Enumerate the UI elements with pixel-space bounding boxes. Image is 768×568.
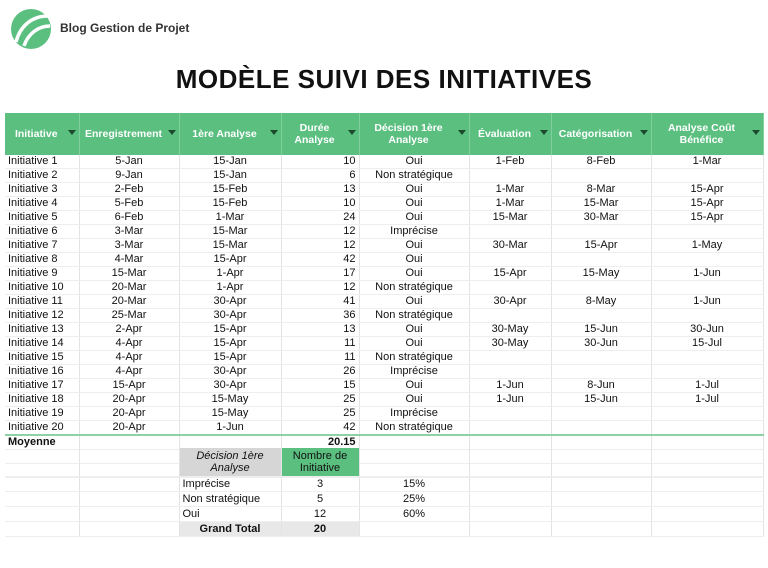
cell-enregistrement[interactable]: 15-Apr bbox=[79, 379, 179, 393]
cell-evaluation[interactable] bbox=[469, 253, 551, 267]
cell-evaluation[interactable] bbox=[469, 421, 551, 436]
cell-categorisation[interactable] bbox=[551, 421, 651, 436]
cell-enregistrement[interactable]: 2-Apr bbox=[79, 323, 179, 337]
cell-categorisation[interactable] bbox=[551, 309, 651, 323]
cell-enregistrement[interactable]: 20-Apr bbox=[79, 421, 179, 436]
summary-pct[interactable]: 15% bbox=[359, 477, 469, 492]
cell-initiative[interactable]: Initiative 12 bbox=[5, 309, 79, 323]
col-header-analyse-cout-benefice[interactable]: Analyse Coût Bénéfice bbox=[651, 113, 763, 155]
cell-enregistrement[interactable]: 4-Apr bbox=[79, 351, 179, 365]
cell-categorisation[interactable]: 8-Mar bbox=[551, 183, 651, 197]
cell-premiere-analyse[interactable]: 15-Feb bbox=[179, 197, 281, 211]
cell-duree[interactable]: 25 bbox=[281, 407, 359, 421]
cell-enregistrement[interactable]: 20-Mar bbox=[79, 295, 179, 309]
cell-initiative[interactable]: Initiative 14 bbox=[5, 337, 79, 351]
cell-decision[interactable]: Oui bbox=[359, 211, 469, 225]
grand-total-label[interactable]: Grand Total bbox=[179, 522, 281, 537]
summary-label[interactable]: Oui bbox=[179, 507, 281, 522]
summary-count[interactable]: 3 bbox=[281, 477, 359, 492]
cell-decision[interactable]: Non stratégique bbox=[359, 281, 469, 295]
col-header-premiere-analyse[interactable]: 1ère Analyse bbox=[179, 113, 281, 155]
cell-decision[interactable]: Oui bbox=[359, 323, 469, 337]
cell-enregistrement[interactable]: 9-Jan bbox=[79, 169, 179, 183]
cell-duree[interactable]: 10 bbox=[281, 155, 359, 169]
cell-initiative[interactable]: Initiative 4 bbox=[5, 197, 79, 211]
cell-evaluation[interactable]: 1-Jun bbox=[469, 393, 551, 407]
cell-duree[interactable]: 41 bbox=[281, 295, 359, 309]
filter-icon[interactable] bbox=[68, 130, 76, 135]
table-row bbox=[5, 309, 763, 323]
cell-duree[interactable]: 42 bbox=[281, 253, 359, 267]
cell-duree[interactable]: 42 bbox=[281, 421, 359, 436]
cell-premiere-analyse[interactable]: 15-Apr bbox=[179, 323, 281, 337]
cell-enregistrement[interactable]: 20-Mar bbox=[79, 281, 179, 295]
cell-initiative[interactable]: Initiative 1 bbox=[5, 155, 79, 169]
summary-header-decision[interactable]: Décision 1ère Analyse bbox=[179, 448, 281, 477]
cell-categorisation[interactable]: 8-Jun bbox=[551, 379, 651, 393]
average-label[interactable]: Moyenne bbox=[5, 435, 79, 450]
table-row bbox=[5, 155, 763, 169]
cell-duree[interactable]: 24 bbox=[281, 211, 359, 225]
cell-decision[interactable]: Oui bbox=[359, 393, 469, 407]
cell-premiere-analyse[interactable]: 15-Apr bbox=[179, 351, 281, 365]
summary-row bbox=[5, 477, 763, 492]
brand-logo-icon bbox=[10, 8, 52, 50]
cell-categorisation[interactable]: 15-Mar bbox=[551, 197, 651, 211]
cell-decision[interactable]: Oui bbox=[359, 267, 469, 281]
cell-analyse-cout[interactable] bbox=[651, 169, 763, 183]
cell-premiere-analyse[interactable]: 15-May bbox=[179, 393, 281, 407]
cell-initiative[interactable]: Initiative 11 bbox=[5, 295, 79, 309]
cell-categorisation[interactable]: 15-Jun bbox=[551, 323, 651, 337]
cell-initiative[interactable]: Initiative 18 bbox=[5, 393, 79, 407]
cell-premiere-analyse[interactable]: 15-Mar bbox=[179, 225, 281, 239]
cell-evaluation[interactable]: 30-May bbox=[469, 337, 551, 351]
cell-enregistrement[interactable]: 15-Mar bbox=[79, 267, 179, 281]
cell-premiere-analyse[interactable]: 15-May bbox=[179, 407, 281, 421]
page-title: MODÈLE SUIVI DES INITIATIVES bbox=[175, 64, 593, 94]
cell-categorisation[interactable] bbox=[551, 365, 651, 379]
table-row bbox=[5, 183, 763, 197]
cell-duree[interactable]: 13 bbox=[281, 323, 359, 337]
cell-categorisation[interactable] bbox=[551, 281, 651, 295]
average-value[interactable]: 20.15 bbox=[281, 435, 359, 450]
cell-analyse-cout[interactable] bbox=[651, 365, 763, 379]
cell-decision[interactable]: Oui bbox=[359, 337, 469, 351]
table-row bbox=[5, 407, 763, 421]
cell-decision[interactable]: Imprécise bbox=[359, 225, 469, 239]
table-row bbox=[5, 197, 763, 211]
cell-analyse-cout[interactable] bbox=[651, 351, 763, 365]
cell-premiere-analyse[interactable]: 15-Apr bbox=[179, 337, 281, 351]
cell-enregistrement[interactable]: 4-Apr bbox=[79, 365, 179, 379]
table-row bbox=[5, 169, 763, 183]
cell-premiere-analyse[interactable]: 1-Mar bbox=[179, 211, 281, 225]
cell-analyse-cout[interactable] bbox=[651, 309, 763, 323]
cell-initiative[interactable]: Initiative 19 bbox=[5, 407, 79, 421]
cell-evaluation[interactable]: 1-Jun bbox=[469, 379, 551, 393]
table-row bbox=[5, 421, 763, 436]
cell-enregistrement[interactable]: 20-Apr bbox=[79, 407, 179, 421]
cell-premiere-analyse[interactable]: 30-Apr bbox=[179, 309, 281, 323]
cell-analyse-cout[interactable]: 1-Jul bbox=[651, 379, 763, 393]
summary-pct[interactable]: 25% bbox=[359, 492, 469, 507]
cell-duree[interactable]: 10 bbox=[281, 197, 359, 211]
cell-initiative[interactable]: Initiative 3 bbox=[5, 183, 79, 197]
cell-evaluation[interactable] bbox=[469, 169, 551, 183]
cell-decision[interactable]: Oui bbox=[359, 239, 469, 253]
filter-icon[interactable] bbox=[348, 130, 356, 135]
cell-enregistrement[interactable]: 3-Mar bbox=[79, 239, 179, 253]
cell-analyse-cout[interactable] bbox=[651, 281, 763, 295]
cell-enregistrement[interactable]: 20-Apr bbox=[79, 393, 179, 407]
cell-initiative[interactable]: Initiative 8 bbox=[5, 253, 79, 267]
cell-categorisation[interactable]: 15-Apr bbox=[551, 239, 651, 253]
col-header-initiative[interactable]: Initiative bbox=[5, 113, 79, 155]
cell-decision[interactable]: Imprécise bbox=[359, 407, 469, 421]
cell-evaluation[interactable] bbox=[469, 365, 551, 379]
cell-premiere-analyse[interactable]: 30-Apr bbox=[179, 365, 281, 379]
cell-evaluation[interactable] bbox=[469, 407, 551, 421]
summary-table bbox=[5, 448, 764, 537]
summary-label[interactable]: Non stratégique bbox=[179, 492, 281, 507]
cell-analyse-cout[interactable] bbox=[651, 225, 763, 239]
cell-duree[interactable]: 12 bbox=[281, 281, 359, 295]
cell-decision[interactable]: Non stratégique bbox=[359, 309, 469, 323]
filter-icon[interactable] bbox=[752, 130, 760, 135]
cell-premiere-analyse[interactable]: 15-Jan bbox=[179, 169, 281, 183]
table-header-row bbox=[5, 113, 763, 155]
brand-name: Blog Gestion de Projet bbox=[60, 21, 190, 35]
cell-evaluation[interactable]: 1-Mar bbox=[469, 183, 551, 197]
cell-enregistrement[interactable]: 5-Feb bbox=[79, 197, 179, 211]
filter-icon[interactable] bbox=[168, 130, 176, 135]
cell-initiative[interactable]: Initiative 13 bbox=[5, 323, 79, 337]
cell-analyse-cout[interactable]: 15-Jul bbox=[651, 337, 763, 351]
cell-duree[interactable]: 15 bbox=[281, 379, 359, 393]
col-header-duree-analyse[interactable]: Durée Analyse bbox=[281, 113, 359, 155]
summary-row bbox=[5, 492, 763, 507]
cell-enregistrement[interactable]: 3-Mar bbox=[79, 225, 179, 239]
col-header-evaluation[interactable]: Évaluation bbox=[469, 113, 551, 155]
cell-analyse-cout[interactable]: 1-Mar bbox=[651, 155, 763, 169]
cell-analyse-cout[interactable]: 1-Jun bbox=[651, 295, 763, 309]
cell-initiative[interactable]: Initiative 10 bbox=[5, 281, 79, 295]
summary-header-count[interactable]: Nombre de Initiative bbox=[281, 448, 359, 477]
filter-icon[interactable] bbox=[458, 130, 466, 135]
cell-evaluation[interactable]: 1-Mar bbox=[469, 197, 551, 211]
table-row bbox=[5, 393, 763, 407]
summary-row bbox=[5, 507, 763, 522]
cell-evaluation[interactable]: 30-May bbox=[469, 323, 551, 337]
cell-duree[interactable]: 36 bbox=[281, 309, 359, 323]
col-header-categorisation[interactable]: Catégorisation bbox=[551, 113, 651, 155]
cell-analyse-cout[interactable]: 30-Jun bbox=[651, 323, 763, 337]
cell-analyse-cout[interactable]: 1-May bbox=[651, 239, 763, 253]
cell-analyse-cout[interactable]: 1-Jun bbox=[651, 267, 763, 281]
cell-duree[interactable]: 26 bbox=[281, 365, 359, 379]
summary-header-row bbox=[5, 448, 763, 477]
cell-duree[interactable]: 11 bbox=[281, 351, 359, 365]
cell-categorisation[interactable]: 15-May bbox=[551, 267, 651, 281]
grand-total-value[interactable]: 20 bbox=[281, 522, 359, 537]
cell-analyse-cout[interactable]: 15-Apr bbox=[651, 211, 763, 225]
cell-analyse-cout[interactable]: 1-Jul bbox=[651, 393, 763, 407]
cell-duree[interactable]: 12 bbox=[281, 239, 359, 253]
cell-initiative[interactable]: Initiative 5 bbox=[5, 211, 79, 225]
cell-premiere-analyse[interactable]: 15-Jan bbox=[179, 155, 281, 169]
cell-categorisation[interactable] bbox=[551, 351, 651, 365]
cell-evaluation[interactable] bbox=[469, 225, 551, 239]
table-row bbox=[5, 239, 763, 253]
cell-enregistrement[interactable]: 6-Feb bbox=[79, 211, 179, 225]
cell-duree[interactable]: 13 bbox=[281, 183, 359, 197]
cell-premiere-analyse[interactable]: 15-Mar bbox=[179, 239, 281, 253]
cell-premiere-analyse[interactable]: 1-Jun bbox=[179, 421, 281, 436]
cell-evaluation[interactable]: 15-Mar bbox=[469, 211, 551, 225]
cell-premiere-analyse[interactable]: 1-Apr bbox=[179, 267, 281, 281]
summary-count[interactable]: 5 bbox=[281, 492, 359, 507]
cell-categorisation[interactable] bbox=[551, 169, 651, 183]
cell-enregistrement[interactable]: 2-Feb bbox=[79, 183, 179, 197]
cell-categorisation[interactable]: 15-Jun bbox=[551, 393, 651, 407]
table-row bbox=[5, 267, 763, 281]
cell-decision[interactable]: Oui bbox=[359, 295, 469, 309]
cell-decision[interactable]: Oui bbox=[359, 253, 469, 267]
cell-initiative[interactable]: Initiative 9 bbox=[5, 267, 79, 281]
cell-evaluation[interactable] bbox=[469, 309, 551, 323]
cell-initiative[interactable]: Initiative 20 bbox=[5, 421, 79, 436]
cell-decision[interactable]: Imprécise bbox=[359, 365, 469, 379]
summary-area bbox=[5, 448, 764, 537]
cell-categorisation[interactable]: 8-May bbox=[551, 295, 651, 309]
table-row bbox=[5, 351, 763, 365]
cell-decision[interactable]: Oui bbox=[359, 379, 469, 393]
summary-pct[interactable]: 60% bbox=[359, 507, 469, 522]
cell-evaluation[interactable]: 15-Apr bbox=[469, 267, 551, 281]
cell-categorisation[interactable]: 8-Feb bbox=[551, 155, 651, 169]
cell-duree[interactable]: 17 bbox=[281, 267, 359, 281]
filter-icon[interactable] bbox=[270, 130, 278, 135]
cell-enregistrement[interactable]: 25-Mar bbox=[79, 309, 179, 323]
cell-premiere-analyse[interactable]: 30-Apr bbox=[179, 379, 281, 393]
cell-evaluation[interactable]: 30-Mar bbox=[469, 239, 551, 253]
col-header-enregistrement[interactable]: Enregistrement bbox=[79, 113, 179, 155]
table-row bbox=[5, 323, 763, 337]
cell-enregistrement[interactable]: 5-Jan bbox=[79, 155, 179, 169]
cell-duree[interactable]: 11 bbox=[281, 337, 359, 351]
cell-evaluation[interactable] bbox=[469, 281, 551, 295]
cell-categorisation[interactable]: 30-Jun bbox=[551, 337, 651, 351]
cell-decision[interactable]: Oui bbox=[359, 183, 469, 197]
filter-icon[interactable] bbox=[540, 130, 548, 135]
cell-analyse-cout[interactable] bbox=[651, 421, 763, 436]
cell-initiative[interactable]: Initiative 17 bbox=[5, 379, 79, 393]
filter-icon[interactable] bbox=[640, 130, 648, 135]
cell-evaluation[interactable]: 1-Feb bbox=[469, 155, 551, 169]
cell-premiere-analyse[interactable]: 15-Feb bbox=[179, 183, 281, 197]
table-row bbox=[5, 225, 763, 239]
cell-decision[interactable]: Non stratégique bbox=[359, 351, 469, 365]
cell-categorisation[interactable] bbox=[551, 225, 651, 239]
summary-count[interactable]: 12 bbox=[281, 507, 359, 522]
cell-initiative[interactable]: Initiative 7 bbox=[5, 239, 79, 253]
cell-premiere-analyse[interactable]: 15-Apr bbox=[179, 253, 281, 267]
cell-enregistrement[interactable]: 4-Mar bbox=[79, 253, 179, 267]
cell-decision[interactable]: Non stratégique bbox=[359, 169, 469, 183]
cell-duree[interactable]: 12 bbox=[281, 225, 359, 239]
cell-decision[interactable]: Non stratégique bbox=[359, 421, 469, 436]
cell-premiere-analyse[interactable]: 1-Apr bbox=[179, 281, 281, 295]
table-row bbox=[5, 281, 763, 295]
cell-initiative[interactable]: Initiative 15 bbox=[5, 351, 79, 365]
cell-categorisation[interactable]: 30-Mar bbox=[551, 211, 651, 225]
cell-initiative[interactable]: Initiative 2 bbox=[5, 169, 79, 183]
cell-premiere-analyse[interactable]: 30-Apr bbox=[179, 295, 281, 309]
cell-evaluation[interactable]: 30-Apr bbox=[469, 295, 551, 309]
table-row bbox=[5, 253, 763, 267]
cell-evaluation[interactable] bbox=[469, 351, 551, 365]
table-row bbox=[5, 295, 763, 309]
table-row bbox=[5, 379, 763, 393]
cell-analyse-cout[interactable]: 15-Apr bbox=[651, 183, 763, 197]
cell-initiative[interactable]: Initiative 16 bbox=[5, 365, 79, 379]
summary-label[interactable]: Imprécise bbox=[179, 477, 281, 492]
cell-analyse-cout[interactable] bbox=[651, 407, 763, 421]
cell-analyse-cout[interactable] bbox=[651, 253, 763, 267]
cell-decision[interactable]: Oui bbox=[359, 197, 469, 211]
cell-duree[interactable]: 6 bbox=[281, 169, 359, 183]
table-row bbox=[5, 337, 763, 351]
cell-categorisation[interactable] bbox=[551, 253, 651, 267]
cell-duree[interactable]: 25 bbox=[281, 393, 359, 407]
cell-initiative[interactable]: Initiative 6 bbox=[5, 225, 79, 239]
table-row bbox=[5, 365, 763, 379]
summary-total-row bbox=[5, 522, 763, 537]
initiatives-table bbox=[5, 113, 764, 478]
table-row bbox=[5, 211, 763, 225]
col-header-decision[interactable]: Décision 1ère Analyse bbox=[359, 113, 469, 155]
cell-decision[interactable]: Oui bbox=[359, 155, 469, 169]
cell-categorisation[interactable] bbox=[551, 407, 651, 421]
cell-enregistrement[interactable]: 4-Apr bbox=[79, 337, 179, 351]
cell-analyse-cout[interactable]: 15-Apr bbox=[651, 197, 763, 211]
